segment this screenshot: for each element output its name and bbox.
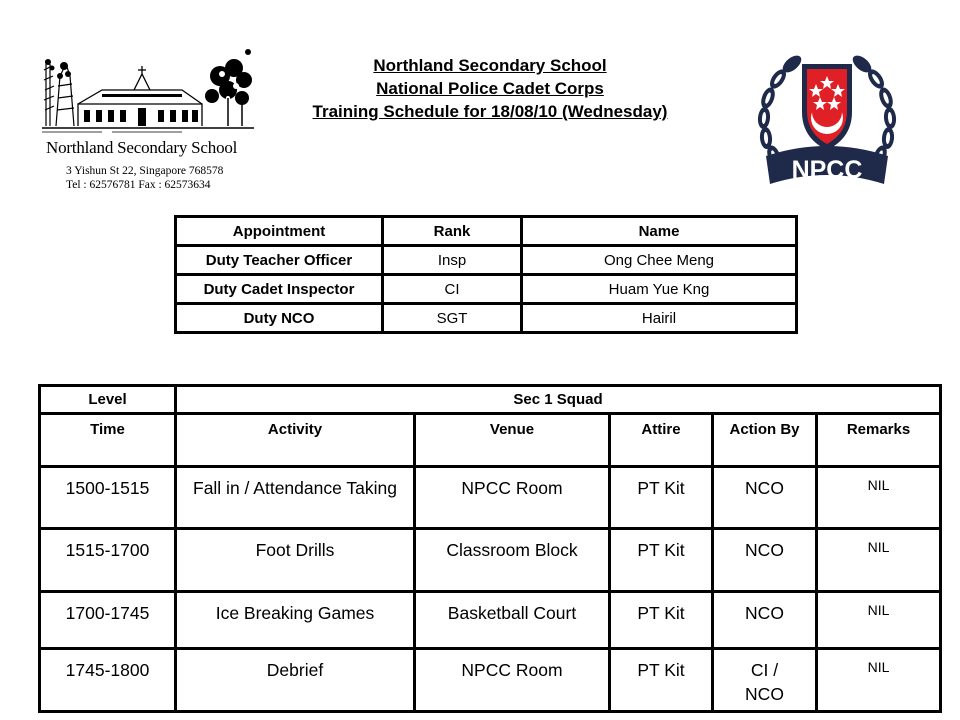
cell-action-by: CI / NCO (713, 649, 817, 712)
cell-attire: PT Kit (610, 529, 713, 592)
cell-time: 1700-1745 (40, 592, 176, 649)
table-row (176, 304, 797, 333)
table-row (40, 592, 941, 649)
schedule-level-row (40, 386, 941, 414)
cell-activity: Fall in / Attendance Taking (176, 467, 415, 529)
duty-name: Hairil (522, 304, 797, 333)
duty-table (174, 215, 798, 334)
duty-header-name: Name (522, 217, 797, 246)
cell-activity: Ice Breaking Games (176, 592, 415, 649)
cell-attire: PT Kit (610, 649, 713, 712)
table-row (40, 649, 941, 712)
cell-attire: PT Kit (610, 592, 713, 649)
school-name: Northland Secondary School (46, 138, 238, 157)
title-corps: National Police Cadet Corps (376, 79, 604, 98)
header-time: Time (40, 414, 176, 467)
table-row (176, 246, 797, 275)
school-tel-fax: Tel : 62576781 Fax : 62573634 (66, 179, 211, 191)
cell-venue: Classroom Block (415, 529, 610, 592)
cell-activity: Foot Drills (176, 529, 415, 592)
school-logo (40, 46, 258, 196)
level-label: Level (40, 386, 176, 414)
title-school: Northland Secondary School (373, 56, 607, 75)
header-action-by: Action By (713, 414, 817, 467)
duty-name: Ong Chee Meng (522, 246, 797, 275)
duty-table-header (176, 217, 797, 246)
school-building-sketch-icon (42, 46, 254, 136)
header-remarks: Remarks (817, 414, 941, 467)
duty-rank: CI (383, 275, 522, 304)
school-address: 3 Yishun St 22, Singapore 768578 (66, 165, 224, 177)
cell-venue: NPCC Room (415, 467, 610, 529)
duty-name: Huam Yue Kng (522, 275, 797, 304)
duty-rank: SGT (383, 304, 522, 333)
cell-attire: PT Kit (610, 467, 713, 529)
duty-rank: Insp (383, 246, 522, 275)
cell-venue: Basketball Court (415, 592, 610, 649)
cell-venue: NPCC Room (415, 649, 610, 712)
cell-remarks: NIL (817, 467, 941, 529)
cell-remarks: NIL (817, 529, 941, 592)
duty-header-rank: Rank (383, 217, 522, 246)
npcc-logo (752, 34, 902, 194)
cell-remarks: NIL (817, 592, 941, 649)
cell-action-by: NCO (713, 467, 817, 529)
title-block (262, 54, 718, 123)
cell-activity: Debrief (176, 649, 415, 712)
table-row (40, 467, 941, 529)
duty-header-appointment: Appointment (176, 217, 383, 246)
header-attire: Attire (610, 414, 713, 467)
cell-time: 1515-1700 (40, 529, 176, 592)
npcc-crest-icon (752, 34, 902, 194)
duty-appointment: Duty Teacher Officer (176, 246, 383, 275)
cell-remarks: NIL (817, 649, 941, 712)
level-value: Sec 1 Squad (176, 386, 941, 414)
header-activity: Activity (176, 414, 415, 467)
title-schedule: Training Schedule for 18/08/10 (Wednesday) (312, 102, 668, 121)
cell-action-by: NCO (713, 529, 817, 592)
table-row (176, 275, 797, 304)
cell-action-by: NCO (713, 592, 817, 649)
cell-time: 1745-1800 (40, 649, 176, 712)
duty-appointment: Duty NCO (176, 304, 383, 333)
cell-time: 1500-1515 (40, 467, 176, 529)
npcc-logo-text: NPCC (791, 156, 863, 184)
schedule-table (38, 384, 942, 713)
schedule-header-row (40, 414, 941, 467)
table-row (40, 529, 941, 592)
header-venue: Venue (415, 414, 610, 467)
duty-appointment: Duty Cadet Inspector (176, 275, 383, 304)
